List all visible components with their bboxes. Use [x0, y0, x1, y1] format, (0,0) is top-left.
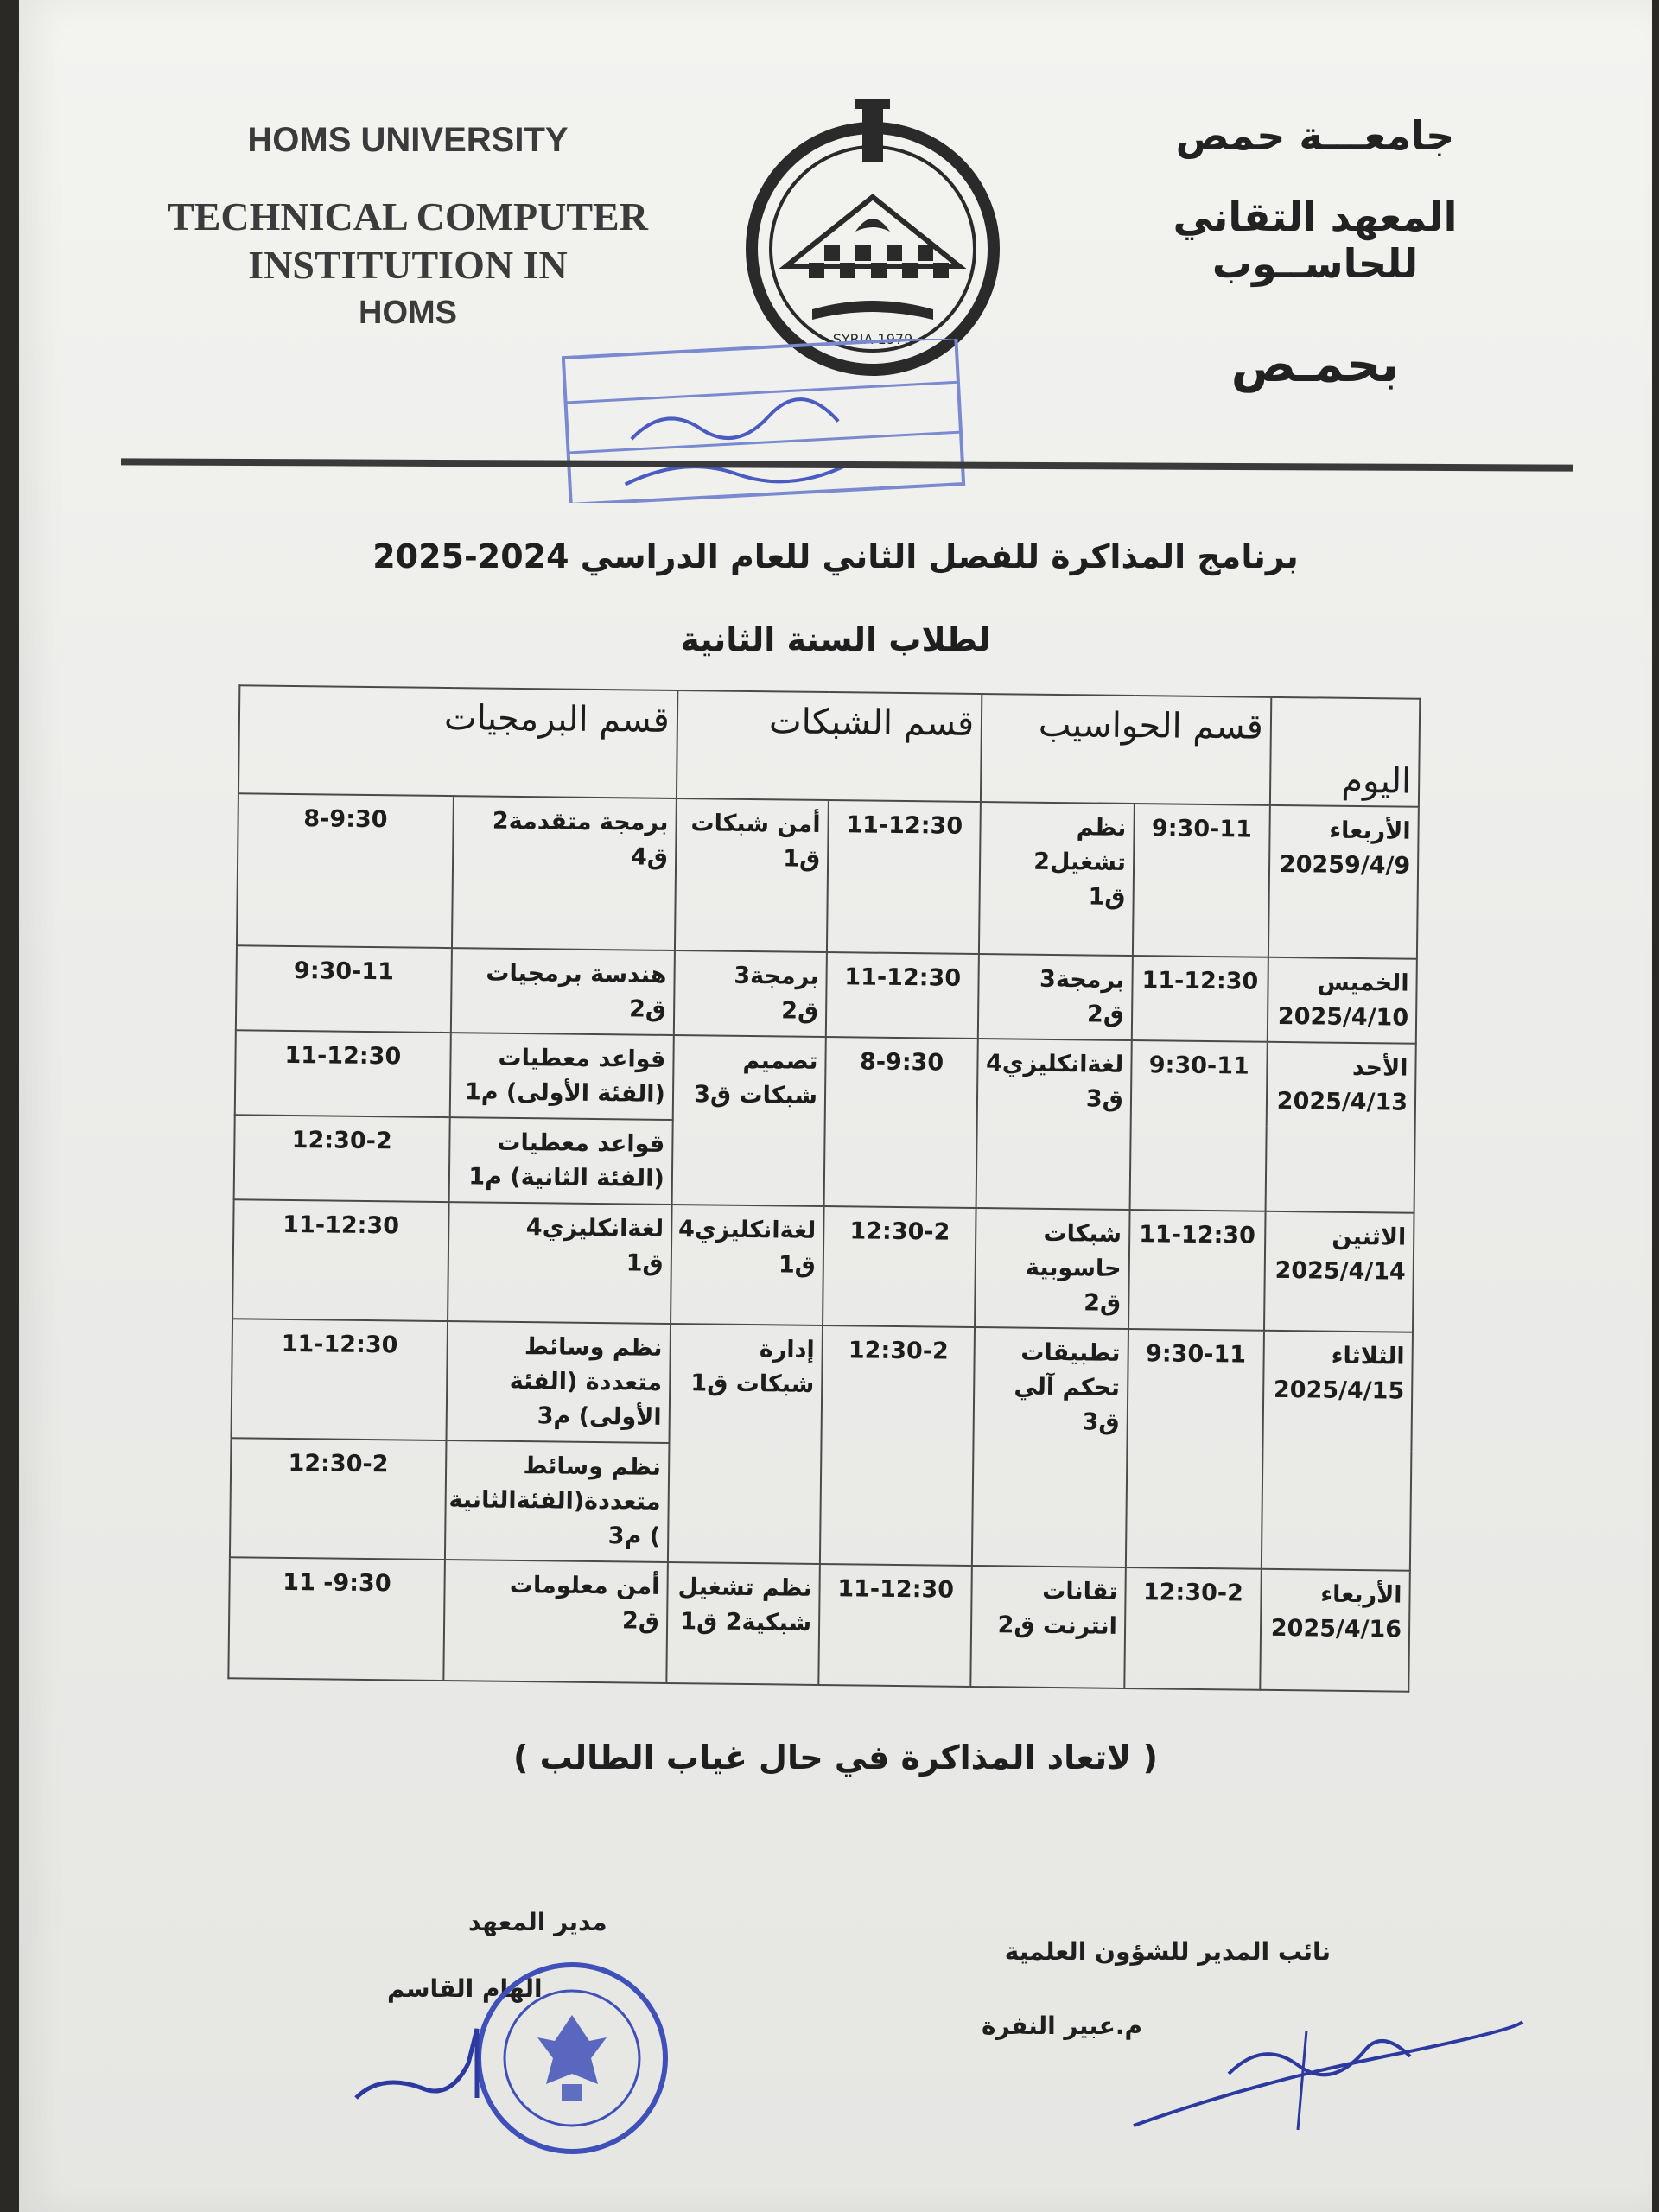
computers-subject [979, 802, 1135, 956]
programming-time-text: 12:30-2 [291, 1127, 392, 1155]
networks-subject-line: لغةانكليزي4 [677, 1216, 817, 1244]
computers-subject [975, 1208, 1129, 1329]
programming-time-text: 11-12:30 [284, 1041, 402, 1071]
programming-subject [449, 1033, 673, 1120]
programming-subject-line: هندسة برمجيات [486, 959, 667, 988]
table-row [237, 793, 1419, 958]
computers-subject-line: انترنت ق2 [997, 1611, 1118, 1640]
computers-time-text: 12:30-2 [1142, 1579, 1244, 1607]
computers-subject [978, 954, 1133, 1040]
networks-subject-line: شبكية2 ق1 [680, 1608, 812, 1637]
arabic-institute-name: المعهد التقاني للحاســوب [1173, 194, 1458, 287]
networks-time [818, 1564, 972, 1687]
programming-subject-line: أمن معلومات [509, 1571, 660, 1600]
programming-time [234, 1115, 450, 1202]
programming-subject-line: الأولى) م3 [537, 1402, 662, 1431]
day-name: الخميس [1317, 969, 1409, 997]
programming-subject [450, 948, 674, 1035]
networks-subject-line: أمن شبكات [690, 810, 821, 838]
arabic-header [1073, 112, 1557, 393]
computers-time [1126, 1329, 1264, 1569]
programming-subject [443, 1560, 668, 1683]
programming-subject [452, 796, 677, 950]
programming-time-text: 12:30-2 [288, 1449, 389, 1478]
programming-subject [448, 1202, 672, 1324]
programming-time [230, 1438, 446, 1560]
computers-subject [972, 1327, 1128, 1567]
computers-time-text: 9:30-11 [1148, 1052, 1249, 1080]
day-cell [1265, 1042, 1415, 1213]
programming-time-text: 8-9:30 [303, 805, 388, 834]
day-cell [1264, 1211, 1414, 1332]
english-city: HOMS [359, 295, 457, 331]
programming-subject [448, 1117, 672, 1205]
table-row [228, 1557, 1410, 1691]
computers-time [1128, 1210, 1266, 1331]
exam-schedule-table [228, 684, 1421, 1665]
networks-time [820, 1325, 975, 1566]
computers-subject-line: ق3 [1085, 1085, 1124, 1113]
programming-subject-line: لغةانكليزي4 [525, 1214, 664, 1243]
day-date: 2025/4/13 [1276, 1087, 1408, 1116]
programming-subject-line: ق1 [626, 1249, 664, 1277]
computers-time [1129, 1040, 1267, 1211]
programming-subject-line: ق4 [630, 843, 669, 871]
computers-time [1133, 804, 1270, 957]
day-date: 2025/4/15 [1273, 1376, 1405, 1405]
director-signature [347, 2012, 520, 2115]
networks-subject-line: ق1 [778, 1251, 817, 1279]
computers-subject-line: لغةانكليزي4 [985, 1050, 1124, 1078]
computers-subject-line: شبكات [1043, 1219, 1122, 1248]
computers-subject-line: برمجة3 [1039, 965, 1125, 994]
programming-subject-line: (الفئة الأولى) م1 [464, 1078, 666, 1108]
day-date: 20259/4/9 [1279, 850, 1411, 880]
computers-subject-line: ق2 [1084, 1289, 1122, 1317]
programming-subject-line: ق2 [628, 995, 667, 1023]
networks-subject-line: ق1 [783, 845, 821, 873]
computers-subject-line: حاسوبية [1025, 1254, 1122, 1282]
programming-subject-line: متعددة (الفئة [509, 1367, 663, 1396]
networks-time-text: 11-12:30 [846, 811, 963, 840]
programming-subject-line: برمجة متقدمة2 [492, 807, 669, 836]
networks-subject [674, 950, 827, 1037]
networks-time [827, 800, 981, 954]
computers-time-text: 9:30-11 [1151, 815, 1253, 843]
networks-subject-line: شبكات ق3 [694, 1081, 818, 1109]
computers-subject [976, 1039, 1132, 1210]
day-date: 2025/4/16 [1270, 1614, 1402, 1643]
arabic-city: بحمـص [1230, 337, 1400, 393]
computers-subject-line: ق3 [1082, 1408, 1120, 1436]
computers-subject-line: تطبيقات [1020, 1338, 1121, 1367]
networks-subject-line: شبكات ق1 [690, 1370, 815, 1398]
institute-director-name: الهام القاسم [387, 1974, 543, 2003]
university-logo-icon [726, 93, 1020, 378]
networks-subject [675, 798, 829, 952]
computers-time-text: 9:30-11 [1145, 1340, 1247, 1369]
networks-subject [671, 1205, 824, 1325]
networks-subject-line: تصميم [742, 1046, 818, 1075]
programming-time [232, 1319, 448, 1440]
computers-subject-line: ق1 [1088, 883, 1126, 911]
networks-time [823, 1206, 976, 1327]
document-page [19, 0, 1652, 2212]
computers-time-text: 11-12:30 [1141, 967, 1259, 995]
networks-time [826, 952, 979, 1039]
english-university-name: HOMS UNIVERSITY [247, 121, 569, 159]
networks-subject-line: نظم تشغيل [677, 1573, 812, 1602]
networks-time [824, 1037, 978, 1208]
deputy-director-title: نائب المدير للشؤون العلمية [1004, 1937, 1331, 1966]
computers-subject-line: تقانات [1042, 1577, 1118, 1605]
header-programming: قسم البرمجيات [238, 685, 677, 798]
programming-subject-line: ق2 [621, 1607, 660, 1635]
registration-stamp [562, 339, 968, 503]
day-name: الثلاثاء [1331, 1342, 1405, 1370]
programming-time [237, 793, 454, 948]
computers-subject-line: تشغيل2 [1033, 848, 1127, 876]
networks-time-text: 11-12:30 [837, 1575, 955, 1604]
deputy-director-name: م.عبير النفرة [982, 2012, 1142, 2040]
programming-time [228, 1557, 444, 1681]
logo-year: SYRIA 1979 [832, 331, 913, 347]
networks-subject [666, 1562, 820, 1685]
computers-subject-line: تحكم آلي [1014, 1373, 1121, 1402]
table-row [235, 1030, 1416, 1128]
header-day: اليوم [1270, 697, 1421, 807]
english-institute-line1: TECHNICAL COMPUTER [168, 194, 648, 238]
computers-subject-line: ق2 [1086, 1001, 1125, 1028]
networks-subject-line: ق2 [781, 997, 819, 1025]
programming-time [236, 945, 452, 1033]
absence-notice: ( لاتعاد المذاكرة في حال غياب الطالب ) [513, 1738, 1158, 1777]
programming-time-text: 9:30- 11 [283, 1568, 391, 1598]
programming-subject-line: نظم وسائط [523, 1452, 662, 1481]
deputy-signature [1125, 2005, 1531, 2134]
programming-time-text: 11-12:30 [283, 1211, 400, 1240]
programming-time-text: 9:30-11 [293, 957, 395, 986]
schedule-subtitle: لطلاب السنة الثانية [680, 620, 991, 658]
day-date: 2025/4/14 [1274, 1256, 1406, 1286]
header-networks: قسم الشبكات [677, 690, 982, 802]
programming-subject-line: متعددة(الفئةالثانية [448, 1486, 661, 1516]
table-row [232, 1319, 1413, 1451]
computers-subject-line: نظم [1076, 814, 1127, 842]
day-name: الأربعاء [1320, 1580, 1402, 1609]
networks-subject [668, 1324, 823, 1564]
programming-subject-line: قواعد معطيات [497, 1128, 665, 1158]
programming-subject-line: (الفئة الثانية) م1 [468, 1163, 664, 1192]
programming-subject-line: قواعد معطيات [498, 1044, 666, 1073]
networks-time-text: 12:30-2 [848, 1337, 949, 1365]
header-computers: قسم الحواسيب [981, 694, 1271, 805]
english-institute-line2: INSTITUTION IN [248, 243, 568, 287]
table-row [236, 945, 1417, 1043]
computers-time-text: 11-12:30 [1139, 1221, 1256, 1249]
day-cell [1262, 1331, 1413, 1571]
table-row [232, 1199, 1414, 1332]
networks-subject-line: إدارة [759, 1336, 815, 1363]
day-name: الاثنين [1332, 1223, 1407, 1251]
programming-subject [446, 1321, 671, 1443]
networks-subject [671, 1035, 825, 1206]
english-header [123, 121, 693, 332]
day-cell [1268, 805, 1419, 959]
networks-time-text: 8-9:30 [859, 1048, 944, 1077]
programming-time [232, 1199, 448, 1321]
day-name: الأحد [1351, 1053, 1408, 1082]
programming-subject-line: ) م3 [607, 1522, 661, 1550]
networks-time-text: 11-12:30 [844, 963, 962, 992]
computers-time [1132, 956, 1268, 1042]
institute-director-title: مدير المعهد [468, 1908, 607, 1936]
programming-time [235, 1030, 451, 1117]
day-cell [1260, 1569, 1410, 1692]
programming-subject [445, 1440, 670, 1562]
day-name: الأربعاء [1329, 817, 1411, 845]
computers-subject [971, 1566, 1126, 1688]
programming-subject-line: نظم وسائط [524, 1333, 663, 1362]
programming-time-text: 11-12:30 [281, 1330, 398, 1359]
day-cell [1268, 957, 1417, 1044]
arabic-university-name: جامعـــة حمص [1175, 112, 1455, 159]
networks-time-text: 12:30-2 [849, 1217, 950, 1246]
computers-time [1124, 1567, 1262, 1690]
networks-subject-line: برمجة3 [734, 962, 819, 990]
day-date: 2025/4/10 [1277, 1002, 1409, 1032]
schedule-title: برنامج المذاكرة للفصل الثاني للعام الدراسي 2024-2025 [372, 537, 1299, 575]
